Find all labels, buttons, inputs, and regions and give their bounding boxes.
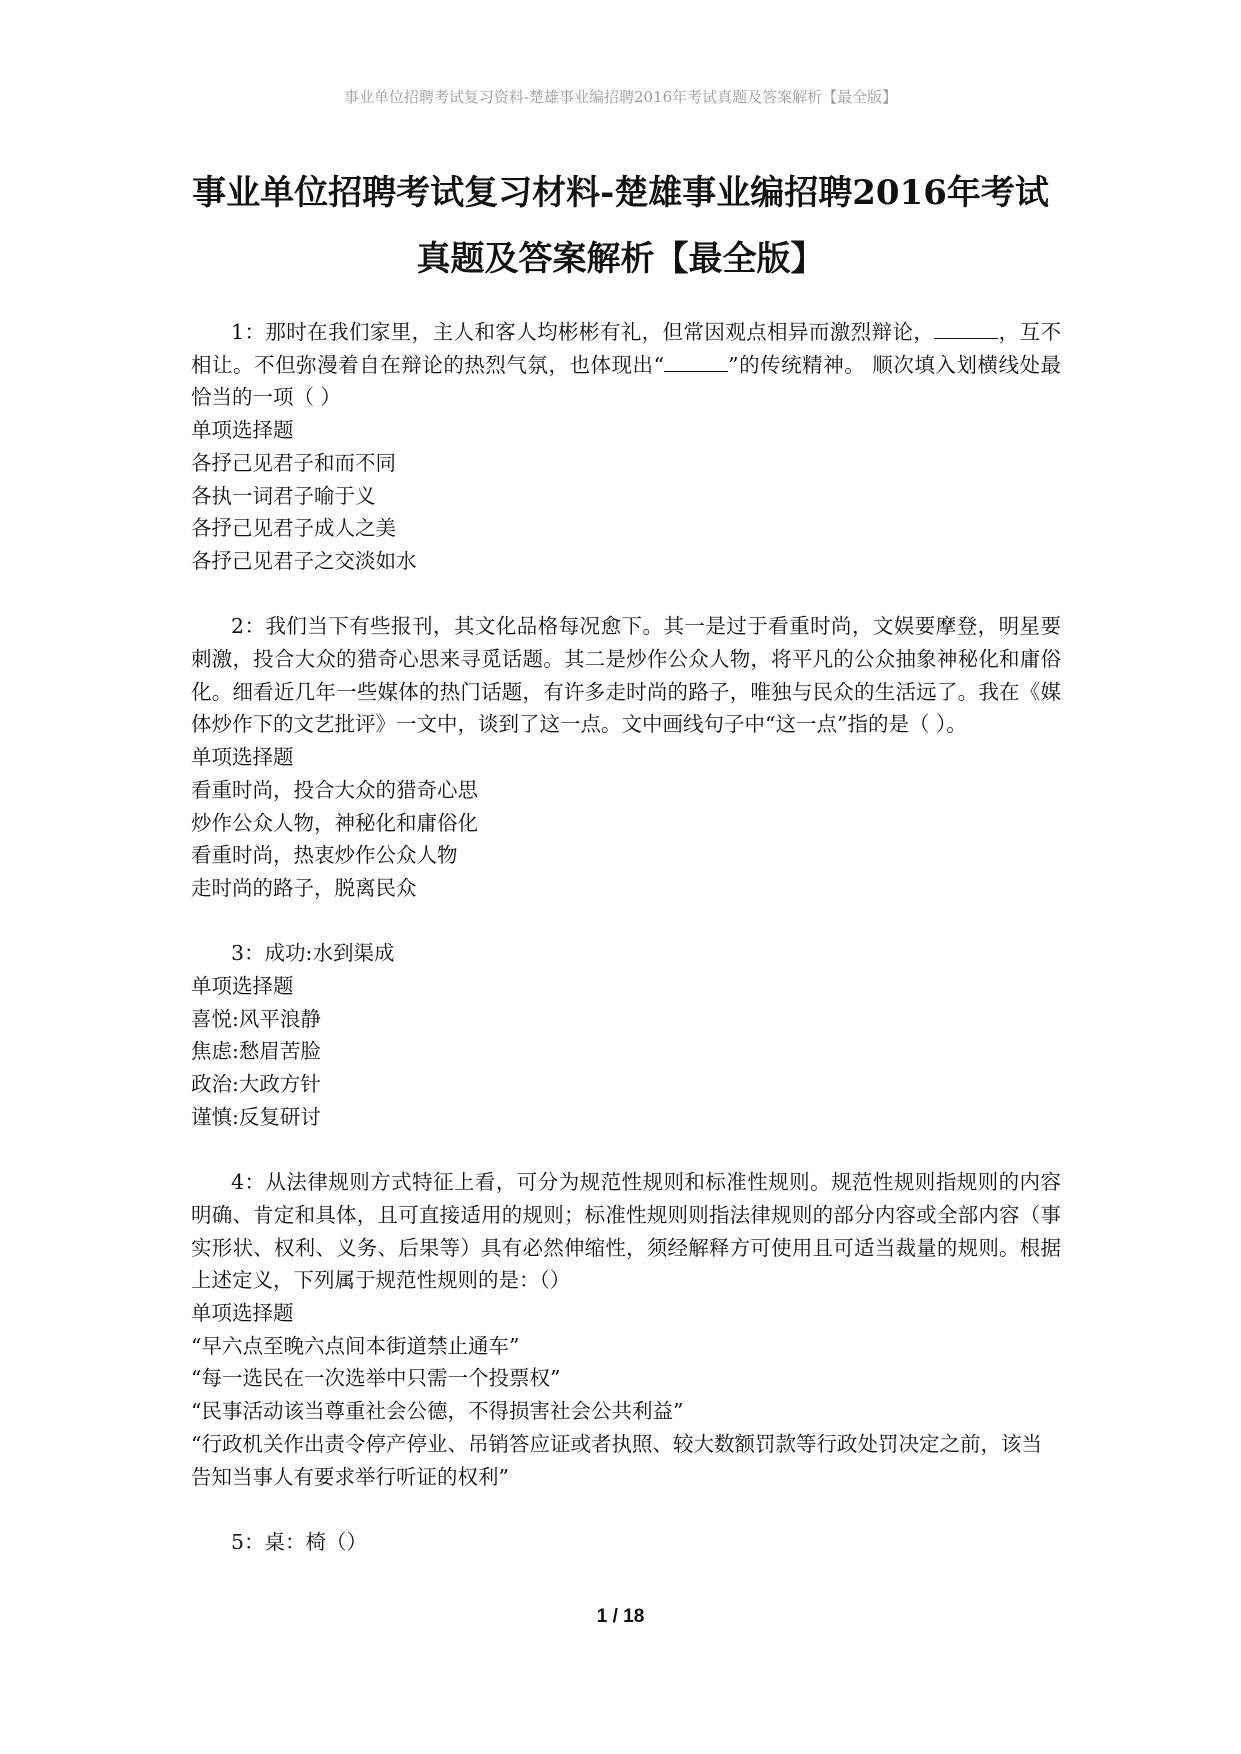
running-header: 事业单位招聘考试复习资料-楚雄事业编招聘2016年考试真题及答案解析【最全版】 [343,88,898,106]
question-stem: 1：那时在我们家里，主人和客人均彬彬有礼，但常因观点相异而激烈辩论， ，互不相让。不但弥漫着自在辩论的热烈气氛，也体现出“ ”的传统精神。 顺次填入划横线处最恰当的一项（ ） [191,320,1062,410]
option: “每一选民在一次选举中只需一个投票权” [191,1366,561,1391]
question-5 [191,1526,1061,1559]
option: 走时尚的路子，脱离民众 [191,875,417,900]
option: 各抒己见君子之交淡如水 [191,548,417,573]
option: 喜悦:风平浪静 [191,1006,321,1031]
option: 各抒己见君子和而不同 [191,450,396,475]
question-stem: 3：成功:水到渠成 [231,941,395,966]
answer-blank [934,318,998,339]
question-4 [191,1166,1061,1493]
title-line-1: 事业单位招聘考试复习材料-楚雄事业编招聘2016年考试 [192,173,1049,213]
question-type: 单项选择题 [191,745,294,770]
title-line-2: 真题及答案解析【最全版】 [416,239,825,279]
question-1 [191,316,1061,578]
document-title [150,160,1091,292]
option: “行政机关作出责令停产停业、吊销答应证或者执照、较大数额罚款等行政处罚决定之前，该当告知当事人有要求举行听证的权利” [191,1431,1042,1489]
question-2 [191,610,1061,904]
option: 看重时尚，投合大众的猎奇心思 [191,777,478,802]
page-number: 1 / 18 [596,1606,645,1627]
option: “早六点至晚六点间本街道禁止通车” [191,1333,520,1358]
option: 谨慎:反复研讨 [191,1104,321,1129]
question-3 [191,937,1061,1133]
option: 焦虑:愁眉苦脸 [191,1039,321,1064]
document-body [191,316,1061,1591]
question-type: 单项选择题 [191,418,294,443]
option: 各执一词君子喻于义 [191,483,376,508]
question-stem: 5：桌：椅（） [231,1529,368,1554]
option: 炒作公众人物，神秘化和庸俗化 [191,810,478,835]
question-stem: 2：我们当下有些报刊，其文化品格每况愈下。其一是过于看重时尚，文娱要摩登，明星要刺激，投合大众的猎奇心思来寻觅话题。其二是炒作公众人物，将平凡的公众抽象神秘化和庸俗化。细看近几年一些媒体的热门话题，有许多走时尚的路子，唯独与民众的生活远了。我在《媒体炒作下的文艺批评》一文中，谈到了这一点。文中画线句子中“这一点”指的是（ ）。 [191,614,1061,737]
question-type: 单项选择题 [191,1301,294,1326]
option: 各抒己见君子成人之美 [191,516,396,541]
question-type: 单项选择题 [191,974,294,999]
option: 看重时尚，热衷炒作公众人物 [191,843,458,868]
answer-blank [664,351,728,372]
option: “民事活动该当尊重社会公德，不得损害社会公共利益” [191,1399,684,1424]
question-stem: 4：从法律规则方式特征上看，可分为规范性规则和标准性规则。规范性规则指规则的内容明确、肯定和具体，且可直接适用的规则；标准性规则则指法律规则的部分内容或全部内容（事实形状、权利、义务、后果等）具有必然伸缩性，须经解释方可使用且可适当裁量的规则。根据上述定义，下列属于规范性规则的是：（） [191,1170,1061,1293]
option: 政治:大政方针 [191,1072,321,1097]
